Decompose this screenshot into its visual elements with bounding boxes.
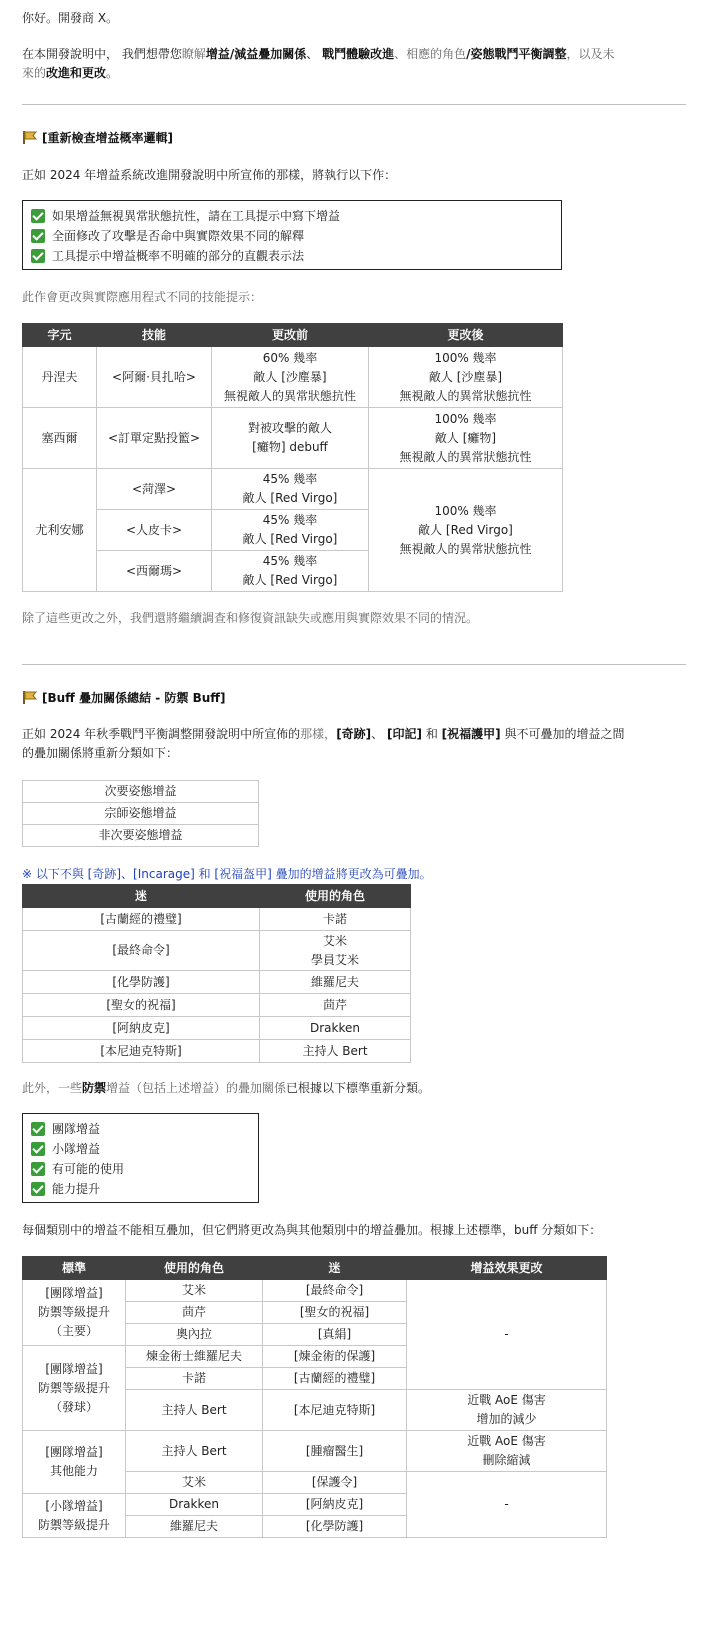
section2-intro-1: 正如 2024 年秋季戰鬥平衡調整開發說明中所宣佈的那樣，[奇跡]、 [印記] 和 [祝福護甲] 與不可疊加的增益之間 bbox=[22, 727, 625, 741]
skill-cell: <人皮卡> bbox=[97, 510, 212, 551]
change-cell: 近戰 AoE 傷害 增加的減少 bbox=[407, 1390, 607, 1431]
section1-intro: 正如 2024 年增益系統改進開發說明中所宣佈的那樣，將執行以下作： bbox=[22, 168, 397, 182]
table-row: [古蘭經的禮璧] 卡諾 bbox=[23, 908, 411, 931]
table-row: [團隊增益] 防禦等級提升 （主要） 艾米 [最終命令] - bbox=[23, 1280, 607, 1302]
list-item: 次要姿態增益 bbox=[23, 781, 259, 803]
column-header: 更改後 bbox=[369, 324, 563, 347]
criteria-cell: [團隊增益] 防禦等級提升 （發球） bbox=[23, 1346, 126, 1431]
after-cell: 100% 幾率 敵人 [沙塵暴] 無視敵人的異常狀態抗性 bbox=[369, 347, 563, 408]
checkbox-checked-icon bbox=[31, 209, 45, 223]
before-cell: 60% 幾率 敵人 [沙塵暴] 無視敵人的異常狀態抗性 bbox=[212, 347, 369, 408]
checkbox-checked-icon bbox=[31, 229, 45, 243]
table-row: 主持人 Bert [本尼迪克特斯] 近戰 AoE 傷害 增加的減少 bbox=[23, 1390, 607, 1431]
after-cell: 100% 幾率 敵人 [癱物] 無視敵人的異常狀態抗性 bbox=[369, 408, 563, 469]
skill-change-table bbox=[22, 323, 563, 592]
skill-cell: <西爾瑪> bbox=[97, 551, 212, 592]
table-row bbox=[23, 347, 563, 408]
table-row: [最終命令] 艾米 學員艾米 bbox=[23, 931, 411, 971]
table-header-row bbox=[23, 1257, 607, 1280]
section2-heading: [Buff 疊加關係總結 - 防禦 Buff] bbox=[22, 687, 225, 709]
section1-outro: 除了這些更改之外，我們還將繼續調查和修復資訊缺失或應用與實際效果不同的情況。 bbox=[22, 611, 479, 625]
table-row: [化學防護] 維羅尼夫 bbox=[23, 971, 411, 994]
intro-line-1: 在本開發說明中， 我們想帶您瞭解增益/減益疊加關係、 戰鬥體驗改進、相應的角色/姿態戰鬥平衡調整，以及未 bbox=[22, 47, 615, 61]
table-row: 卡諾 [古蘭經的禮璧] bbox=[23, 1368, 607, 1390]
table-row bbox=[23, 469, 563, 510]
table-row: 維羅尼夫 [化學防護] bbox=[23, 1516, 607, 1538]
table-row: [團隊增益] 其他能力 主持人 Bert [腫瘤醫生] 近戰 AoE 傷害 刪除縮減 bbox=[23, 1431, 607, 1472]
criteria-cell: [小隊增益] 防禦等級提升 bbox=[23, 1494, 126, 1538]
table-row bbox=[23, 408, 563, 469]
column-header: 標準 bbox=[23, 1257, 126, 1280]
divider bbox=[22, 664, 686, 665]
column-header: 更改前 bbox=[212, 324, 369, 347]
flag-icon bbox=[22, 130, 38, 145]
change-cell: - bbox=[407, 1280, 607, 1390]
classify-line: 此外，一些防禦增益（包括上述增益）的疊加關係已根據以下標準重新分類。 bbox=[22, 1081, 431, 1095]
table-row: [小隊增益] 防禦等級提升 Drakken [阿納皮克] bbox=[23, 1494, 607, 1516]
before-cell: 45% 幾率 敵人 [Red Virgo] bbox=[212, 469, 369, 510]
criteria-cell: [團隊增益] 其他能力 bbox=[23, 1431, 126, 1494]
intro-line-2: 來的改進和更改。 bbox=[22, 66, 119, 80]
checkbox-checked-icon bbox=[31, 1122, 45, 1136]
checklist-item: 工具提示中增益概率不明確的部分的直觀表示法 bbox=[31, 246, 553, 266]
before-cell: 45% 幾率 敵人 [Red Virgo] bbox=[212, 551, 369, 592]
table-row: [團隊增益] 防禦等級提升 （發球） 煉金術士維羅尼夫 [煉金術的保護] bbox=[23, 1346, 607, 1368]
greeting: 你好。開發商 X。 bbox=[22, 11, 119, 25]
table-row: 茴芹 [聖女的祝福] bbox=[23, 1302, 607, 1324]
checklist-item: 團隊增益 bbox=[31, 1119, 250, 1139]
change-cell: - bbox=[407, 1472, 607, 1538]
skill-cell: <菏澤> bbox=[97, 469, 212, 510]
skill-cell: <阿爾·貝扎哈> bbox=[97, 347, 212, 408]
table-intro: 此作會更改與實際應用程式不同的技能提示： bbox=[22, 290, 263, 304]
checklist-box bbox=[22, 200, 562, 270]
stacking-note: ※ 以下不與 [奇跡]、[Incarage] 和 [祝福盔甲] 疊加的增益將更改為可疊加。 bbox=[22, 867, 432, 881]
column-header: 迷 bbox=[23, 885, 260, 908]
checkbox-checked-icon bbox=[31, 249, 45, 263]
summary-line: 每個類別中的增益不能相互疊加，但它們將更改為與其他類別中的增益疊加。根據上述標準，buff 分類如下： bbox=[22, 1223, 602, 1237]
column-header: 迷 bbox=[263, 1257, 407, 1280]
divider bbox=[22, 104, 686, 105]
column-header: 字元 bbox=[23, 324, 97, 347]
list-item: 非次要姿態增益 bbox=[23, 825, 259, 847]
column-header: 使用的角色 bbox=[126, 1257, 263, 1280]
flag-icon bbox=[22, 690, 38, 705]
change-cell: 近戰 AoE 傷害 刪除縮減 bbox=[407, 1431, 607, 1472]
table-row: [阿納皮克] Drakken bbox=[23, 1017, 411, 1040]
checkbox-checked-icon bbox=[31, 1162, 45, 1176]
before-cell: 對被攻擊的敵人 [癱物] debuff bbox=[212, 408, 369, 469]
fan-table bbox=[22, 884, 411, 1063]
table-row: [本尼迪克特斯] 主持人 Bert bbox=[23, 1040, 411, 1063]
section2-intro-2: 的疊加關係將重新分類如下： bbox=[22, 746, 179, 760]
table-header-row bbox=[23, 885, 411, 908]
checkbox-checked-icon bbox=[31, 1142, 45, 1156]
criteria-cell: [團隊增益] 防禦等級提升 （主要） bbox=[23, 1280, 126, 1346]
checklist-item: 如果增益無視異常狀態抗性，請在工具提示中寫下增益 bbox=[31, 206, 553, 226]
after-cell: 100% 幾率 敵人 [Red Virgo] 無視敵人的異常狀態抗性 bbox=[369, 469, 563, 592]
checklist-item: 小隊增益 bbox=[31, 1139, 250, 1159]
column-header: 技能 bbox=[97, 324, 212, 347]
criteria-box bbox=[22, 1113, 259, 1203]
character-cell: 塞西爾 bbox=[23, 408, 97, 469]
table-header-row bbox=[23, 324, 563, 347]
character-cell: 尤利安娜 bbox=[23, 469, 97, 592]
column-header: 使用的角色 bbox=[260, 885, 411, 908]
column-header: 增益效果更改 bbox=[407, 1257, 607, 1280]
table-row: [聖女的祝福] 茴芹 bbox=[23, 994, 411, 1017]
checklist-item: 有可能的使用 bbox=[31, 1159, 250, 1179]
character-cell: 丹涅夫 bbox=[23, 347, 97, 408]
before-cell: 45% 幾率 敵人 [Red Virgo] bbox=[212, 510, 369, 551]
list-item: 宗師姿態增益 bbox=[23, 803, 259, 825]
skill-cell: <訂單定點投籃> bbox=[97, 408, 212, 469]
table-row: 奧內拉 [真絹] bbox=[23, 1324, 607, 1346]
section1-heading: [重新檢查增益概率邏輯] bbox=[22, 127, 173, 149]
checklist-item: 全面修改了攻擊是否命中與實際效果不同的解釋 bbox=[31, 226, 553, 246]
stance-list-table bbox=[22, 780, 259, 847]
buff-classification-table bbox=[22, 1256, 607, 1538]
checklist-item: 能力提升 bbox=[31, 1179, 250, 1199]
checkbox-checked-icon bbox=[31, 1182, 45, 1196]
table-row: 艾米 [保護令] - bbox=[23, 1472, 607, 1494]
